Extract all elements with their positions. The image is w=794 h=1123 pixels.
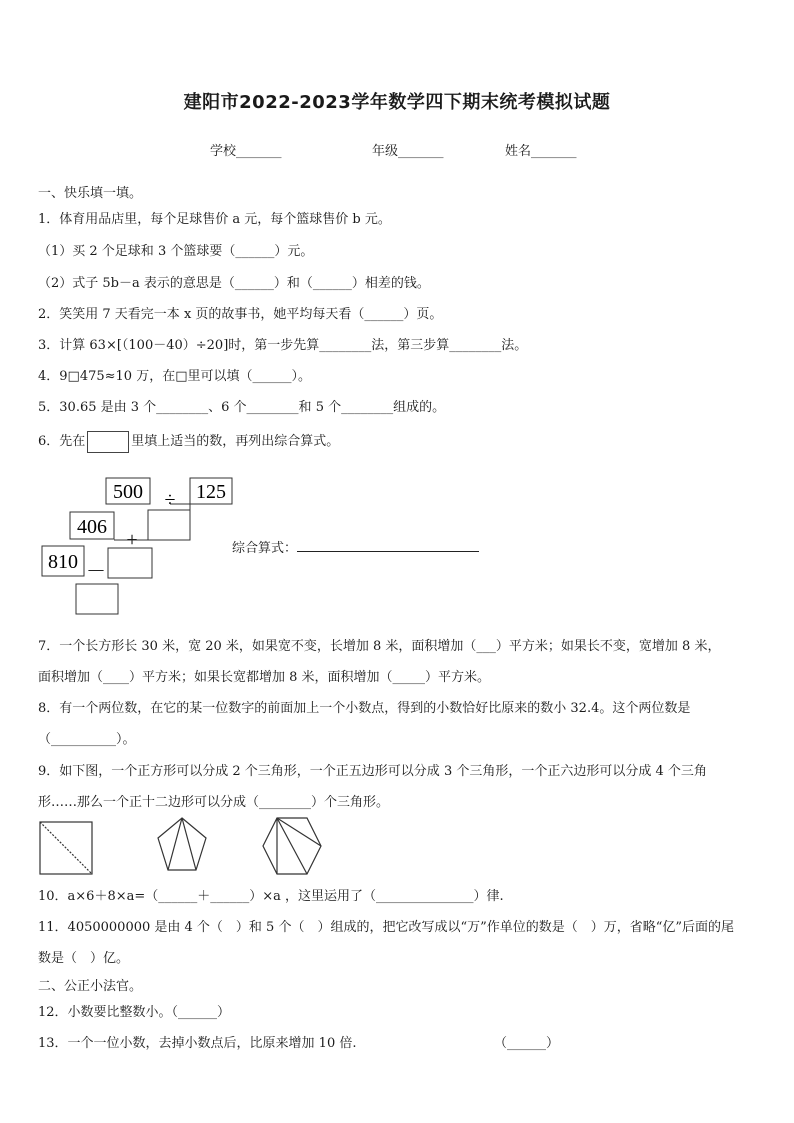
question-13-answer-blank: （______） <box>494 1036 560 1051</box>
square-figure <box>40 822 92 874</box>
school-field: 学校_______ <box>210 144 282 159</box>
calculation-tree-diagram <box>38 474 238 620</box>
question-10: 10．a×6＋8×a=（______＋______）×a ，这里运用了（_______________）律. <box>38 889 504 904</box>
combined-formula <box>232 537 479 556</box>
plus-sign: + <box>126 529 138 551</box>
question-8-line-1: 8．有一个两位数，在它的某一位数字的前面加上一个小数点，得到的小数恰好比原来的数小 32.4。这个两位数是 <box>38 701 691 716</box>
page-title: 建阳市2022-2023学年数学四下期末统考模拟试题 <box>183 92 611 113</box>
question-2: 2．笑笑用 7 天看完一本 x 页的故事书，她平均每天看（______）页。 <box>38 307 443 322</box>
question-12: 12．小数要比整数小。（______） <box>38 1005 231 1020</box>
question-1: 1．体育用品店里，每个足球售价 a 元，每个篮球售价 b 元。 <box>38 212 391 227</box>
grade-field: 年级_______ <box>372 144 444 159</box>
question-7-line-1: 7．一个长方形长 30 米，宽 20 米，如果宽不变，长增加 8 米，面积增加（___）平方米；如果长不变，宽增加 8 米， <box>38 639 721 654</box>
question-6 <box>38 430 339 453</box>
question-9-line-1: 9．如下图，一个正方形可以分成 2 个三角形，一个正五边形可以分成 3 个三角形，一个正六边形可以分成 4 个三角 <box>38 764 707 779</box>
pentagon-figure <box>158 818 206 870</box>
question-7-line-2: 面积增加（____）平方米；如果长宽都增加 8 米，面积增加（_____）平方米。 <box>38 670 491 685</box>
question-6-suffix: 里填上适当的数，再列出综合算式。 <box>131 434 340 449</box>
question-8-line-2: （__________）。 <box>38 732 136 747</box>
question-1-part-1: （1）买 2 个足球和 3 个篮球要（______）元。 <box>38 244 314 259</box>
division-sign: ÷ <box>164 489 176 511</box>
combined-formula-label: 综合算式： <box>232 541 298 556</box>
question-11-line-2: 数是（ ）亿。 <box>38 951 130 966</box>
polygon-triangulation-figures <box>36 816 336 878</box>
empty-box-sum <box>108 548 152 578</box>
question-13: 13．一个一位小数，去掉小数点后，比原来增加 10 倍. <box>38 1036 357 1051</box>
number-500: 500 <box>113 481 143 503</box>
question-4: 4．9□475≈10 万，在□里可以填（______）。 <box>38 369 311 384</box>
question-1-part-2: （2）式子 5b－a 表示的意思是（______）和（______）相差的钱。 <box>38 276 430 291</box>
question-6-prefix: 6．先在 <box>38 434 86 449</box>
question-5: 5．30.65 是由 3 个________、6 个________和 5 个________组成的。 <box>38 400 446 415</box>
question-11-line-1: 11．4050000000 是由 4 个（ ）和 5 个（ ）组成的，把它改写成以“万”作单位的数是（ ）万，省略“亿”后面的尾 <box>38 920 735 935</box>
number-125: 125 <box>196 481 226 503</box>
number-406: 406 <box>77 516 107 538</box>
name-field: 姓名_______ <box>505 144 577 159</box>
question-9-line-2: 形……那么一个正十二边形可以分成（________）个三角形。 <box>38 795 390 810</box>
empty-box-quotient <box>148 510 190 540</box>
minus-sign: － <box>86 561 106 583</box>
question-3: 3．计算 63×[（100－40）÷20]时，第一步先算________法，第三步算________法。 <box>38 338 528 353</box>
empty-box-result <box>76 584 118 614</box>
section-2-heading: 二、公正小法官。 <box>38 979 143 994</box>
section-1-heading: 一、快乐填一填。 <box>38 186 143 201</box>
hexagon-figure <box>263 818 321 874</box>
answer-box-sample <box>87 431 129 453</box>
combined-formula-blank <box>297 539 479 552</box>
number-810: 810 <box>48 551 78 573</box>
